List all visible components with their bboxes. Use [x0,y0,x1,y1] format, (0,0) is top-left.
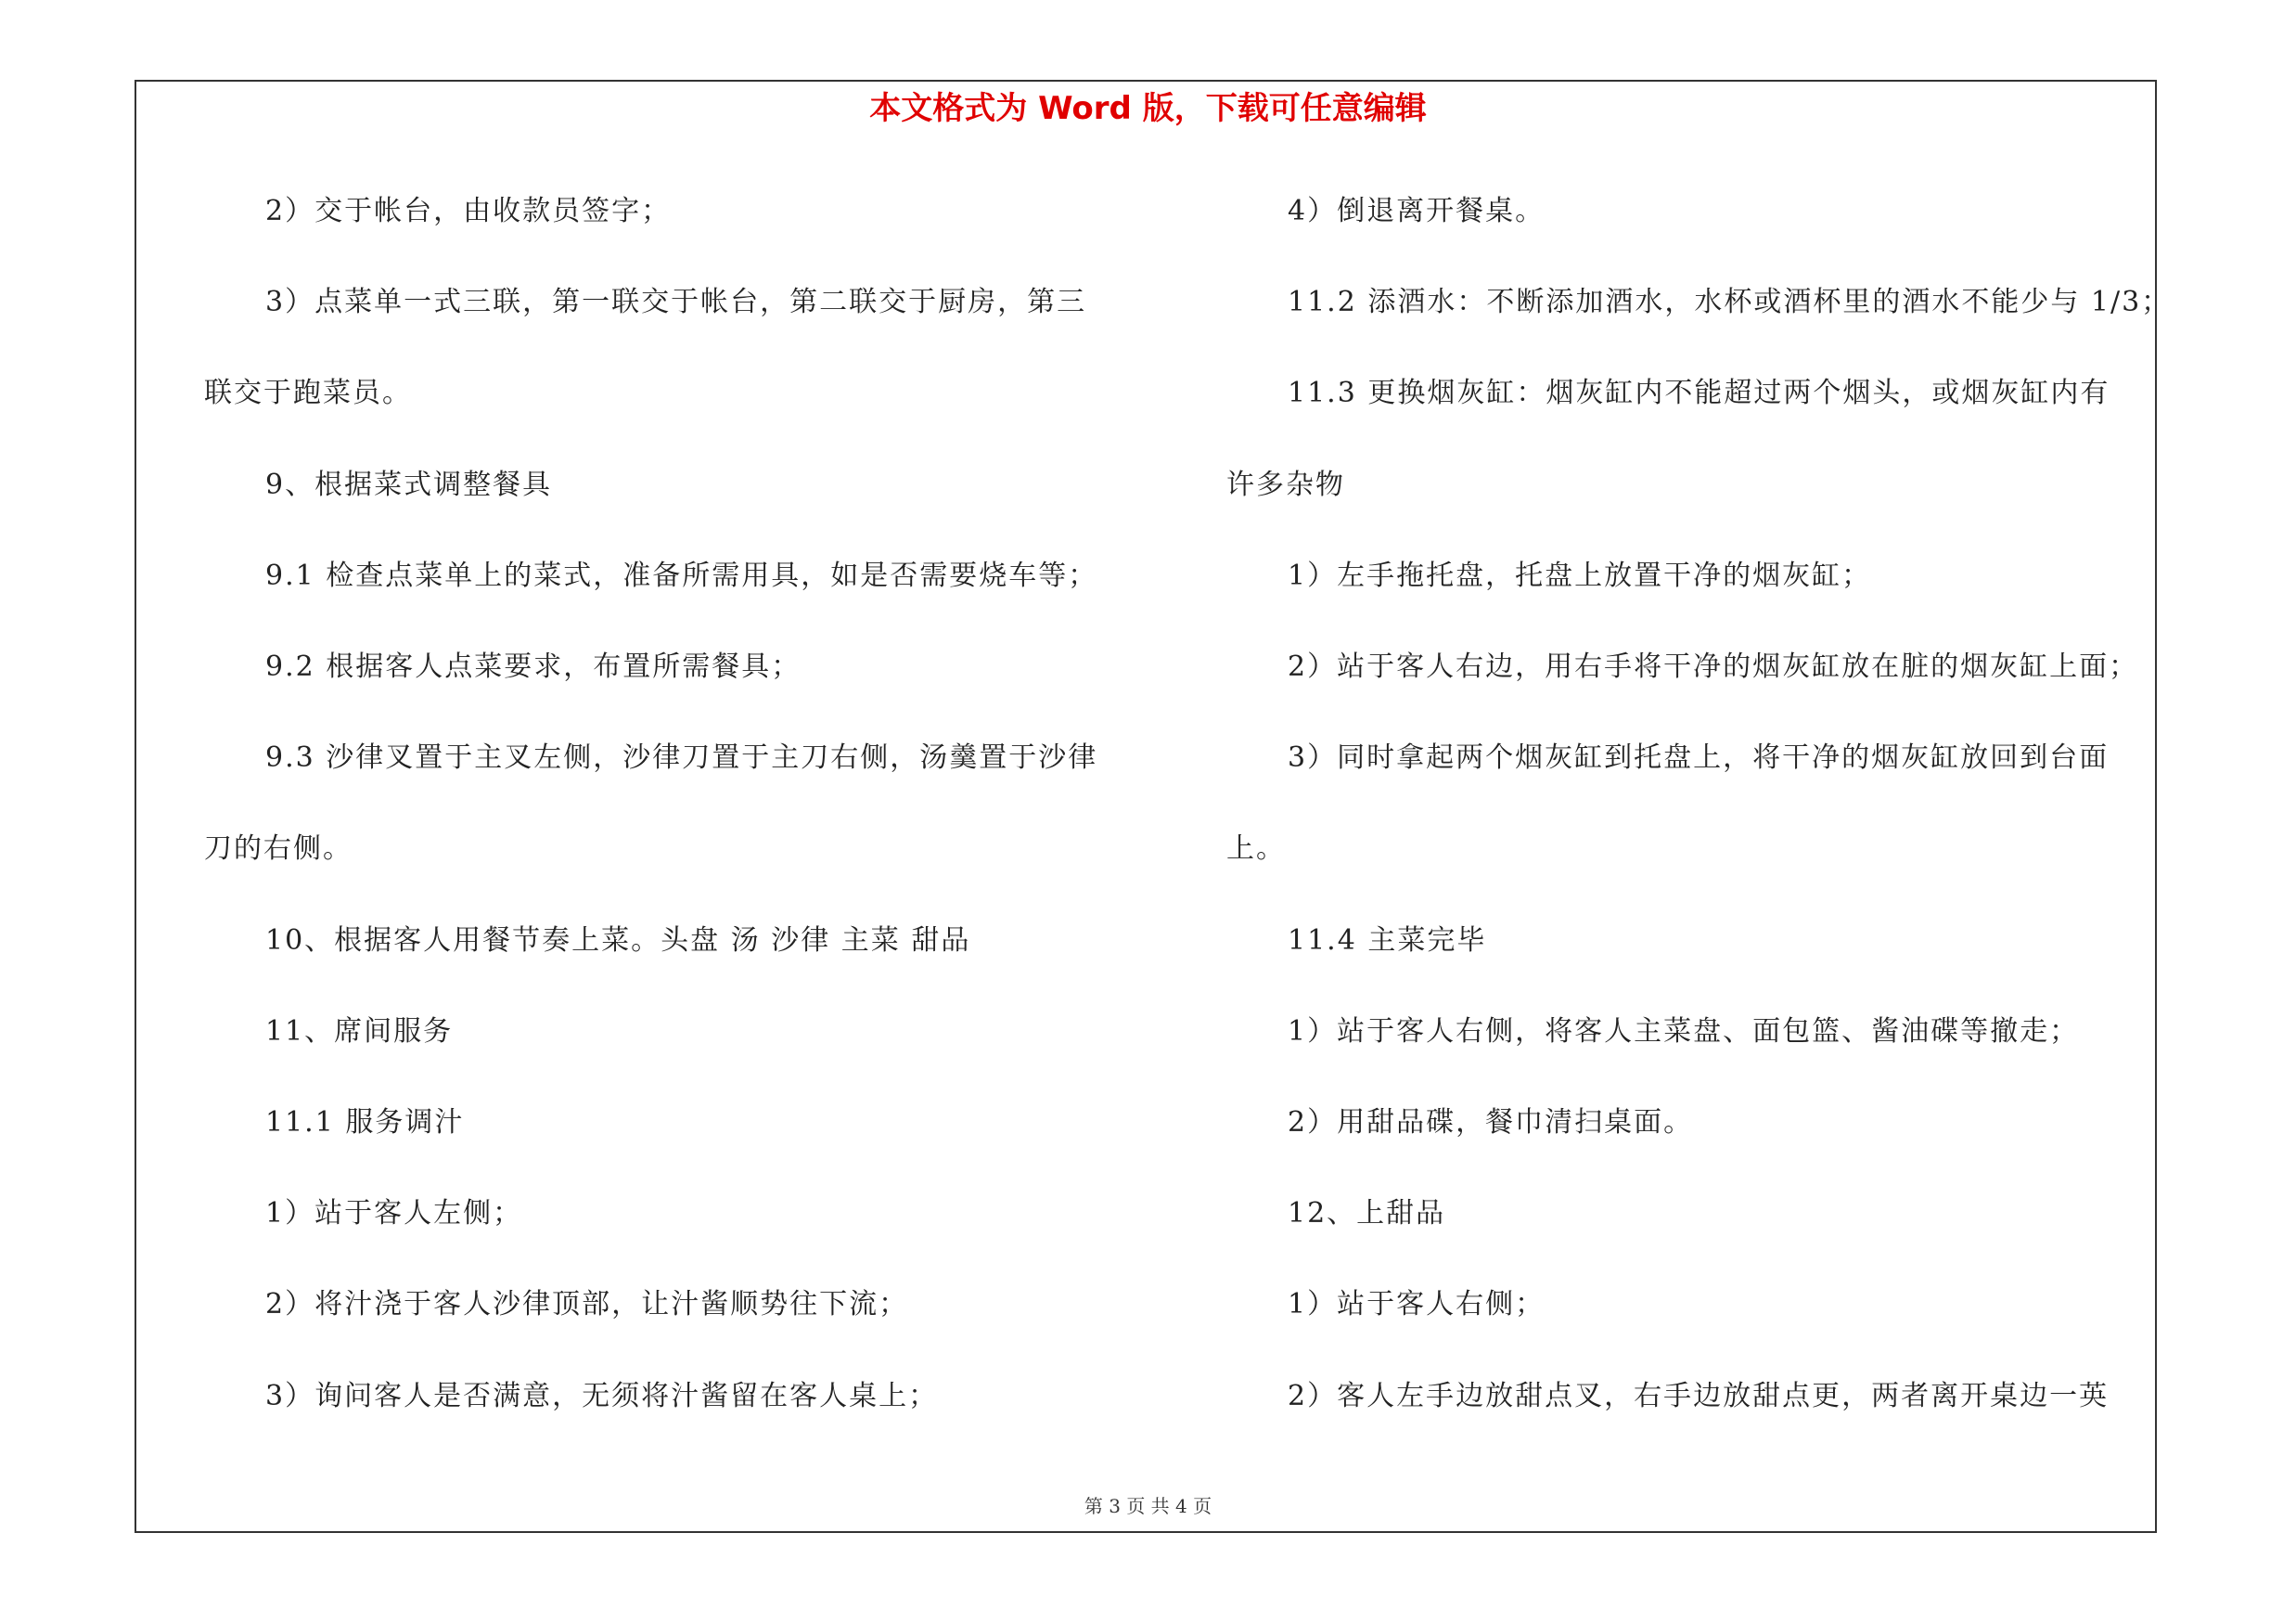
text-line: 9、根据菜式调整餐具 [265,468,553,501]
text-line: 2）将汁浇于客人沙律顶部，让汁酱顺势往下流； [265,1288,909,1321]
text-line: 2）用甜品碟，餐巾清扫桌面。 [1288,1106,1694,1139]
document-header-notice: 本文格式为 Word 版，下载可任意编辑 [869,90,1427,127]
text-line: 上。 [1226,832,1286,866]
text-line: 3）点菜单一式三联，第一联交于帐台，第二联交于厨房，第三 [265,286,1087,319]
text-line: 1）站于客人右侧； [1288,1288,1546,1321]
text-line: 许多杂物 [1226,468,1345,501]
left-text-column [204,184,1141,1455]
text-line: 9.1 检查点菜单上的菜式，准备所需用具，如是否需要烧车等； [265,559,1098,592]
text-line: 2）站于客人右边，用右手将干净的烟灰缸放在脏的烟灰缸上面； [1288,650,2139,683]
text-line: 刀的右侧。 [204,832,353,866]
text-line: 联交于跑菜员。 [204,377,412,410]
text-line: 11、席间服务 [265,1014,454,1048]
text-line: 12、上甜品 [1288,1197,1446,1230]
text-line: 3）询问客人是否满意，无须将汁酱留在客人桌上； [265,1379,939,1412]
text-line: 1）站于客人左侧； [265,1197,523,1230]
text-line: 11.1 服务调汁 [265,1106,465,1139]
text-line: 1）站于客人右侧，将客人主菜盘、面包篮、酱油碟等撤走； [1288,1014,2080,1048]
text-line: 9.2 根据客人点菜要求，布置所需餐具； [265,650,802,683]
text-line: 10、根据客人用餐节奏上菜。头盘 汤 沙律 主菜 甜品 [265,923,971,957]
text-line: 2）客人左手边放甜点叉，右手边放甜点更，两者离开桌边一英 [1288,1379,2110,1412]
text-line: 4）倒退离开餐桌。 [1288,195,1546,227]
text-line: 1）左手拖托盘，托盘上放置干净的烟灰缸； [1288,559,1872,592]
text-line: 3）同时拿起两个烟灰缸到托盘上，将干净的烟灰缸放回到台面 [1288,741,2110,775]
text-line: 2）交于帐台，由收款员签字； [265,195,672,227]
text-line: 11.3 更换烟灰缸：烟灰缸内不能超过两个烟头，或烟灰缸内有 [1288,377,2110,410]
text-line: 11.4 主菜完毕 [1288,923,1487,957]
text-line: 11.2 添酒水：不断添加酒水，水杯或酒杯里的酒水不能少与 1/3； [1288,286,2172,319]
right-text-column [1226,184,2172,1455]
text-line: 9.3 沙律叉置于主叉左侧，沙律刀置于主刀右侧，汤羹置于沙律 [265,741,1098,775]
page-number-footer: 第 3 页 共 4 页 [1084,1495,1212,1517]
